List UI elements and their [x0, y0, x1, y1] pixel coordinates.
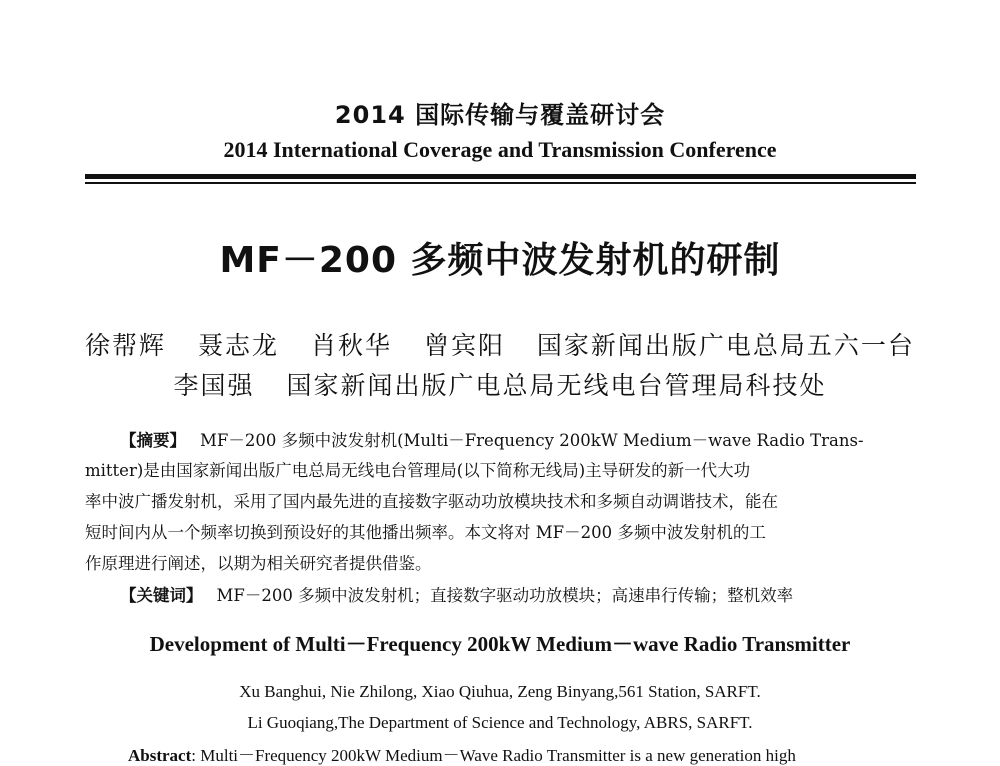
- paper-title-cn: MF－200 多频中波发射机的研制: [219, 240, 781, 281]
- conference-title-cn: 2014 国际传输与覆盖研讨会: [334, 101, 666, 129]
- abstract-cn-line: 短时间内从一个频率切换到预设好的其他播出频率。本文将对 MF－200 多频中波发射机的工: [85, 523, 766, 542]
- abstract-cn-line: [120, 427, 920, 451]
- keywords-cn-text: MF－200 多频中波发射机；直接数字驱动功放模块；高速串行传输；整机效率: [216, 586, 794, 605]
- author-name: 徐帮辉: [85, 331, 167, 360]
- author-affiliation: 国家新闻出版广电总局五六一台: [536, 331, 915, 360]
- author-affiliation: 国家新闻出版广电总局无线电台管理局科技处: [286, 371, 827, 400]
- abstract-cn-text: MF－200 多频中波发射机(Multi－Frequency 200kW Medium－wave Radio Trans-: [200, 431, 864, 450]
- abstract-en-text: : Multi－Frequency 200kW Medium－Wave Radio Transmitter is a new generation high: [191, 746, 796, 765]
- paper-title-en: Development of Multi－Frequency 200kW Medium－wave Radio Transmitter: [149, 632, 851, 656]
- abstract-cn-line: mitter)是由国家新闻出版广电总局无线电台管理局(以下简称无线局)主导研发的新一代大功: [85, 461, 751, 480]
- author-line-2: [0, 366, 1000, 402]
- author-name: 曾宾阳: [423, 331, 505, 360]
- conference-title-en: 2014 International Coverage and Transmission Conference: [223, 137, 777, 162]
- keywords-cn: [120, 582, 920, 606]
- abstract-cn-line: 作原理进行阐述，以期为相关研究者提供借鉴。: [85, 554, 432, 573]
- header-rule-thick: [85, 174, 916, 179]
- author-line-en-2: Li Guoqiang,The Department of Science and Technology, ABRS, SARFT.: [247, 713, 753, 732]
- author-name: 肖秋华: [310, 331, 392, 360]
- abstract-en-label: Abstract: [128, 746, 192, 765]
- keywords-cn-label: 【关键词】: [120, 586, 203, 605]
- abstract-cn-line: 率中波广播发射机，采用了国内最先进的直接数字驱动功放模块技术和多频自动调谐技术，能在: [85, 492, 778, 511]
- author-name: 李国强: [173, 371, 255, 400]
- abstract-cn-label: 【摘要】: [120, 431, 186, 450]
- abstract-en: [128, 741, 920, 766]
- author-line-en-1: Xu Banghui, Nie Zhilong, Xiao Qiuhua, Zeng Binyang,561 Station, SARFT.: [239, 682, 761, 701]
- author-line-1: [0, 326, 1000, 362]
- header-rule-thin: [85, 182, 916, 184]
- author-name: 聂志龙: [198, 331, 280, 360]
